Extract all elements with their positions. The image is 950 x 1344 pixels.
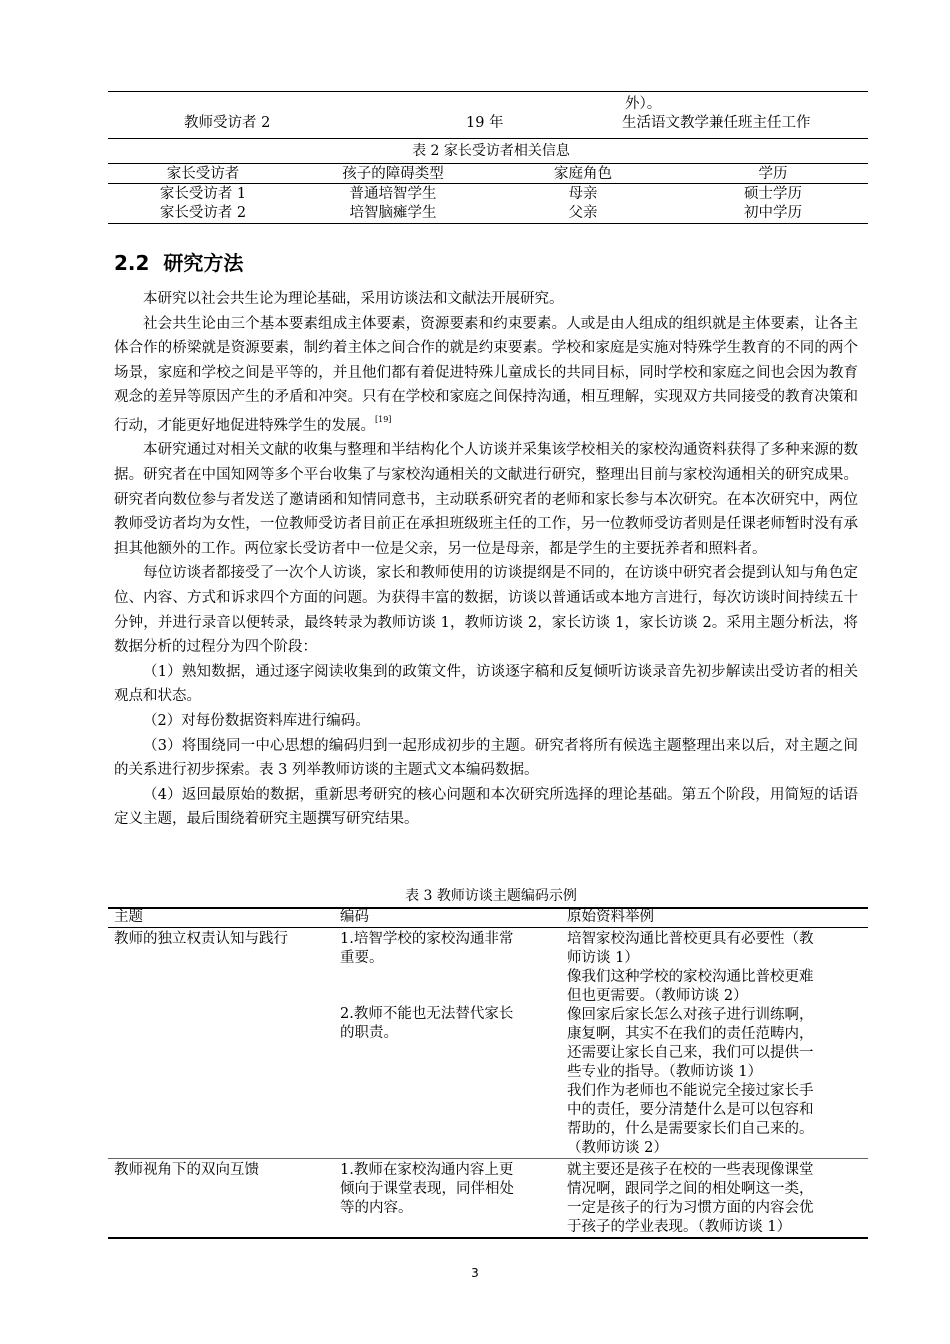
table2-header-role: 家庭角色	[554, 166, 612, 182]
table3-header-quote: 原始资料举例	[567, 909, 654, 925]
table1-cell-duty: 生活语文教学兼任班主任工作	[622, 115, 811, 131]
quote-line: 我们作为老师也不能说完全接过家长手	[567, 1083, 814, 1099]
paragraph-text: 社会共生论由三个基本要素组成主体要素，资源要素和约束要素。人或是由人组成的组织就是主体要素，让各主体合作的桥梁就是资源要素，制约着主体之间合作的就是约束要素。学校和家庭是实施对特殊学生教育的不同的两个场景，家庭和学校之间是平等的，并且他们都有着促进特殊儿童成长的共同目标，同时学校和家庭之间也会因为教育观念的差异等原因产生的矛盾和冲突。只有在学校和家庭之间保持沟通，相互理解，实现双方共同接受的教育决策和行动，才能更好地促进特殊学生的发展。	[114, 315, 858, 434]
code-line: 的职责。	[340, 1025, 398, 1041]
table1-cell-name: 教师受访者 2	[184, 115, 271, 131]
code-line: 1.教师在家校沟通内容上更	[340, 1162, 514, 1178]
table3-row2-theme: 教师视角下的双向互馈	[114, 1162, 259, 1178]
table3-header-code: 编码	[340, 909, 369, 925]
section-number: 2.2	[114, 251, 150, 275]
quote-line: 培智家校沟通比普校更具有必要性（教	[567, 931, 814, 947]
table2-cell: 初中学历	[744, 205, 802, 221]
table3-row1-code2	[340, 1005, 513, 1043]
table3-header-theme: 主题	[114, 909, 143, 925]
table3-row1-code1	[340, 930, 513, 968]
table2-cell: 家长受访者 2	[159, 205, 247, 221]
table2-cell: 硕士学历	[744, 186, 802, 202]
code-line: 1.培智学校的家校沟通非常	[340, 931, 514, 947]
table2-header-parent: 家长受访者	[166, 166, 240, 182]
quote-line: （教师访谈 2）	[567, 1140, 668, 1156]
quote-line: 康复啊，其实不在我们的责任范畴内，	[567, 1026, 814, 1042]
code-line: 倾向于课堂表现，同伴相处	[340, 1181, 514, 1197]
table1-cell-years: 19 年	[466, 115, 504, 131]
table2-header-education: 学历	[758, 166, 788, 182]
quote-line: 帮助的，什么是需要家长们自己来的。	[567, 1121, 814, 1137]
table3-caption: 表 3 教师访谈主题编码示例	[405, 888, 577, 904]
quote-line: 师访谈 1）	[567, 950, 639, 966]
table2-bottom-rule	[108, 223, 868, 224]
table2-cell: 母亲	[568, 186, 598, 202]
table2-cell: 普通培智学生	[349, 186, 437, 202]
quote-line: 像我们这种学校的家校沟通比普校更难	[567, 969, 814, 985]
step-item: （3）将围绕同一中心思想的编码归到一起形成初步的主题。研究者将所有候选主题整理出来以后，对主题之间的关系进行初步探索。表 3 列举教师访谈的主题式文本编码数据。	[114, 737, 858, 779]
code-line: 重要。	[340, 950, 384, 966]
table1-top-rule	[108, 91, 868, 92]
step-item: （2）对每份数据资料库进行编码。	[143, 712, 370, 729]
table2-cell: 培智脑瘫学生	[349, 205, 437, 221]
citation-ref: [19]	[375, 414, 392, 424]
step-item: （4）返回最原始的数据，重新思考研究的核心问题和本次研究所选择的理论基础。第五个阶段，用简短的话语定义主题，最后围绕着研究主题撰写研究结果。	[114, 786, 858, 828]
quote-line: 于孩子的学业表现。（教师访谈 1）	[567, 1219, 792, 1235]
quote-line: 像回家后家长怎么对孩子进行训练啊，	[567, 1007, 814, 1023]
table3-header-rule	[108, 927, 868, 928]
table3-row-divider	[108, 1158, 868, 1159]
quote-line: 中的责任，要分清楚什么是可以包容和	[567, 1102, 814, 1118]
table1-overflow-text: 外）。	[625, 96, 662, 112]
quote-line: 一定是孩子的行为习惯方面的内容会优	[567, 1200, 814, 1216]
table1-bottom-rule	[108, 138, 868, 139]
section-heading	[114, 250, 243, 276]
table2-caption: 表 2 家长受访者相关信息	[412, 143, 570, 159]
quote-line: 还需要让家长自己来，我们可以提供一	[567, 1045, 814, 1061]
quote-line: 些专业的指导。（教师访谈 1）	[567, 1064, 763, 1080]
table3-row2-code1	[340, 1161, 514, 1218]
table3-bottom-rule	[108, 1237, 868, 1239]
quote-line: 情况啊，跟同学之间的相处啊这一类，	[567, 1181, 814, 1197]
body-text	[114, 287, 858, 832]
table3-row2-quotes	[567, 1161, 814, 1237]
quote-line: 就主要还是孩子在校的一些表现像课堂	[567, 1162, 814, 1178]
code-line: 等的内容。	[340, 1200, 413, 1216]
table3-row1-theme: 教师的独立权责认知与践行	[114, 931, 288, 947]
quote-line: 但也更需要。（教师访谈 2）	[567, 988, 748, 1004]
paragraph	[114, 312, 858, 439]
paragraph: 本研究以社会共生论为理论基础，采用访谈法和文献法开展研究。	[143, 291, 564, 307]
paragraph: 本研究通过对相关文献的收集与整理和半结构化个人访谈并采集该学校相关的家校沟通资料获得了多种来源的数据。研究者在中国知网等多个平台收集了与家校沟通相关的文献进行研究，整理出目前与家校沟通相关的研究成果。研究者向数位参与者发送了邀请函和知情同意书，主动联系研究者的老师和家长参与本次研究。在本次研究中，两位教师受访者均为女性，一位教师受访者目前正在承担班级班主任的工作，另一位教师受访者则是任课老师暂时没有承担其他额外的工作。两位家长受访者中一位是父亲，另一位是母亲，都是学生的主要抚养者和照料者。	[114, 442, 858, 557]
step-item: （1）熟知数据，通过逐字阅读收集到的政策文件，访谈逐字稿和反复倾听访谈录音先初步解读出受访者的相关观点和状态。	[114, 663, 858, 705]
page-number: 3	[471, 1266, 479, 1280]
table3-top-rule	[108, 907, 868, 909]
table2-cell: 家长受访者 1	[159, 186, 247, 202]
table2-cell: 父亲	[568, 205, 598, 221]
paragraph: 每位访谈者都接受了一次个人访谈，家长和教师使用的访谈提纲是不同的，在访谈中研究者会提到认知与角色定位、内容、方式和诉求四个方面的问题。为获得丰富的数据，访谈以普通话或本地方言进行，每次访谈时间持续五十分钟，并进行录音以便转录，最终转录为教师访谈 1，教师访谈 2，家长访谈 1，家长访谈 2。采用主题分析法，将数据分析的过程分为四个阶段：	[114, 565, 858, 656]
code-line: 2.教师不能也无法替代家长	[340, 1006, 514, 1022]
section-title: 研究方法	[163, 251, 244, 275]
table2-header-disability: 孩子的障碍类型	[342, 166, 444, 182]
table3-row1-quotes	[567, 930, 814, 1158]
